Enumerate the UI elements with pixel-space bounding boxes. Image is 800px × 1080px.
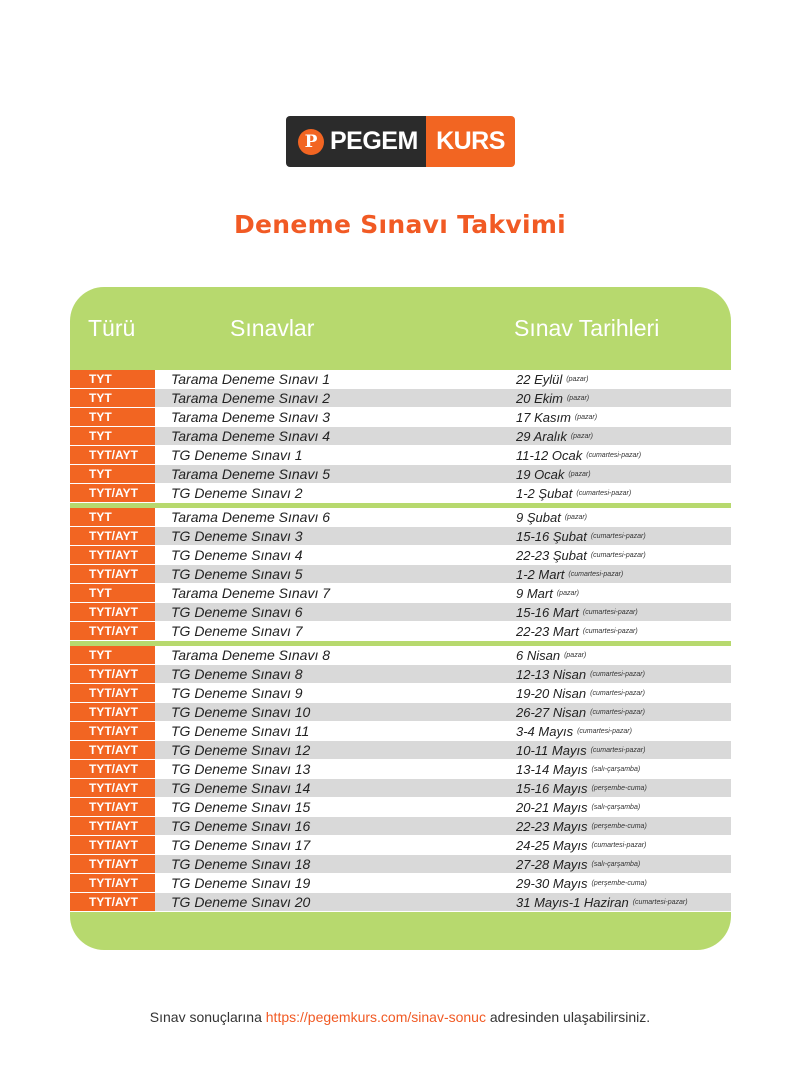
exam-name-cell: TG Deneme Sınavı 5 xyxy=(155,565,500,583)
table-row xyxy=(70,779,731,798)
table-row xyxy=(70,446,731,465)
exam-name-cell: TG Deneme Sınavı 2 xyxy=(155,484,500,502)
exam-date: 1-2 Mart xyxy=(516,566,565,582)
exam-type-cell: TYT/AYT xyxy=(70,484,155,502)
exam-days: (cumartesi-pazar) xyxy=(590,551,646,559)
exam-name-cell: Tarama Deneme Sınavı 8 xyxy=(155,646,500,664)
exam-date: 15-16 Mart xyxy=(516,604,579,620)
exam-type-cell: TYT/AYT xyxy=(70,722,155,740)
exam-days: (cumartesi-pazar) xyxy=(576,489,632,497)
results-link[interactable]: https://pegemkurs.com/sinav-sonuc xyxy=(265,1009,486,1025)
table-row xyxy=(70,646,731,665)
exam-name-cell: Tarama Deneme Sınavı 4 xyxy=(155,427,500,445)
exam-days: (cumartesi-pazar) xyxy=(577,727,632,735)
exam-type-cell: TYT/AYT xyxy=(70,603,155,621)
exam-type-cell: TYT/AYT xyxy=(70,779,155,797)
exam-date: 17 Kasım xyxy=(516,409,571,425)
exam-date: 11-12 Ocak xyxy=(516,447,583,463)
exam-type-cell: TYT xyxy=(70,508,155,526)
exam-name-cell: TG Deneme Sınavı 17 xyxy=(155,836,500,854)
exam-date-cell xyxy=(500,584,731,602)
exam-days: (cumartesi-pazar) xyxy=(590,746,646,754)
exam-days: (perşembe-cuma) xyxy=(591,822,647,830)
table-row xyxy=(70,760,731,779)
exam-date-cell xyxy=(500,427,731,445)
table-row xyxy=(70,584,731,603)
exam-name-cell: TG Deneme Sınavı 11 xyxy=(155,722,500,740)
exam-type-cell: TYT xyxy=(70,370,155,388)
exam-name-cell: Tarama Deneme Sınavı 1 xyxy=(155,370,500,388)
footer-text-after: adresinden ulaşabilirsiniz. xyxy=(485,1009,651,1025)
table-row xyxy=(70,508,731,527)
exam-date: 10-11 Mayıs xyxy=(516,742,587,758)
exam-days: (pazar) xyxy=(564,651,587,659)
logo-text-kurs: KURS xyxy=(436,127,505,155)
exam-days: (cumartesi-pazar) xyxy=(586,451,642,459)
exam-name-cell: TG Deneme Sınavı 3 xyxy=(155,527,500,545)
exam-name-cell: TG Deneme Sınavı 13 xyxy=(155,760,500,778)
exam-date-cell xyxy=(500,855,731,873)
logo-text-pegem: PEGEM xyxy=(330,127,418,155)
exam-date-cell xyxy=(500,389,731,407)
exam-type-cell: TYT/AYT xyxy=(70,622,155,640)
exam-name-cell: TG Deneme Sınavı 1 xyxy=(155,446,500,464)
exam-date: 26-27 Nisan xyxy=(516,704,587,720)
exam-date: 6 Nisan xyxy=(516,647,561,663)
exam-days: (pazar) xyxy=(568,470,591,478)
table-row xyxy=(70,565,731,584)
exam-date-cell xyxy=(500,741,731,759)
exam-date: 13-14 Mayıs xyxy=(516,761,588,777)
table-row xyxy=(70,427,731,446)
table-row xyxy=(70,893,731,912)
table-row xyxy=(70,389,731,408)
exam-type-cell: TYT/AYT xyxy=(70,446,155,464)
exam-days: (salı-çarşamba) xyxy=(591,860,641,868)
exam-name-cell: TG Deneme Sınavı 4 xyxy=(155,546,500,564)
pegem-kurs-logo xyxy=(286,116,515,167)
exam-days: (cumartesi-pazar) xyxy=(582,627,638,635)
exam-type-cell: TYT/AYT xyxy=(70,684,155,702)
exam-days: (pazar) xyxy=(574,413,598,421)
table-row xyxy=(70,546,731,565)
table-row xyxy=(70,874,731,893)
exam-date: 29-30 Mayıs xyxy=(516,875,588,891)
exam-date: 1-2 Şubat xyxy=(516,485,573,501)
exam-type-cell: TYT/AYT xyxy=(70,527,155,545)
exam-date: 29 Aralık xyxy=(516,428,567,444)
table-row xyxy=(70,665,731,684)
exam-date-cell xyxy=(500,446,731,464)
exam-days: (pazar) xyxy=(566,375,589,383)
exam-days: (cumartesi-pazar) xyxy=(590,532,646,540)
exam-type-cell: TYT xyxy=(70,389,155,407)
exam-days: (cumartesi-pazar) xyxy=(590,689,645,697)
exam-date: 22-23 Şubat xyxy=(516,547,587,563)
table-row xyxy=(70,484,731,503)
exam-type-cell: TYT/AYT xyxy=(70,546,155,564)
exam-date-cell xyxy=(500,684,731,702)
exam-days: (salı-çarşamba) xyxy=(591,803,641,811)
exam-name-cell: TG Deneme Sınavı 16 xyxy=(155,817,500,835)
schedule-table xyxy=(70,370,731,912)
exam-type-cell: TYT/AYT xyxy=(70,874,155,892)
exam-days: (cumartesi-pazar) xyxy=(591,841,647,849)
exam-name-cell: Tarama Deneme Sınavı 7 xyxy=(155,584,500,602)
exam-date-cell xyxy=(500,603,731,621)
table-row xyxy=(70,798,731,817)
exam-date: 20 Ekim xyxy=(516,390,563,406)
exam-name-cell: TG Deneme Sınavı 12 xyxy=(155,741,500,759)
exam-date: 27-28 Mayıs xyxy=(516,856,588,872)
exam-date: 19 Ocak xyxy=(516,466,565,482)
exam-date-cell xyxy=(500,646,731,664)
exam-date-cell xyxy=(500,874,731,892)
exam-date-cell xyxy=(500,527,731,545)
exam-date: 3-4 Mayıs xyxy=(516,723,574,739)
exam-date-cell xyxy=(500,622,731,640)
exam-days: (pazar) xyxy=(566,394,590,402)
exam-date: 24-25 Mayıs xyxy=(516,837,588,853)
footer-note xyxy=(0,1009,800,1025)
exam-name-cell: TG Deneme Sınavı 14 xyxy=(155,779,500,797)
exam-name-cell: TG Deneme Sınavı 10 xyxy=(155,703,500,721)
exam-type-cell: TYT xyxy=(70,646,155,664)
exam-date: 22-23 Mart xyxy=(516,623,579,639)
exam-days: (cumartesi-pazar) xyxy=(632,898,688,906)
table-row xyxy=(70,465,731,484)
header-date: Sınav Tarihleri xyxy=(514,315,660,341)
logo-p-icon: P xyxy=(298,129,324,155)
exam-name-cell: TG Deneme Sınavı 6 xyxy=(155,603,500,621)
table-row xyxy=(70,741,731,760)
exam-date: 9 Şubat xyxy=(516,509,561,525)
table-row xyxy=(70,684,731,703)
exam-date-cell xyxy=(500,484,731,502)
exam-type-cell: TYT xyxy=(70,584,155,602)
exam-days: (cumartesi-pazar) xyxy=(590,708,645,716)
exam-name-cell: Tarama Deneme Sınavı 6 xyxy=(155,508,500,526)
exam-days: (pazar) xyxy=(564,513,588,521)
exam-type-cell: TYT/AYT xyxy=(70,565,155,583)
exam-date-cell xyxy=(500,565,731,583)
exam-date-cell xyxy=(500,665,731,683)
header-type: Türü xyxy=(88,315,136,341)
exam-date-cell xyxy=(500,370,731,388)
exam-date: 9 Mart xyxy=(516,585,553,601)
table-row xyxy=(70,817,731,836)
page-title: Deneme Sınavı Takvimi xyxy=(233,210,567,239)
exam-date-cell xyxy=(500,408,731,426)
exam-date-cell xyxy=(500,836,731,854)
table-row xyxy=(70,603,731,622)
exam-date-cell xyxy=(500,817,731,835)
exam-type-cell: TYT/AYT xyxy=(70,855,155,873)
logo-dark-part xyxy=(286,116,426,167)
exam-date-cell xyxy=(500,722,731,740)
exam-date-cell xyxy=(500,546,731,564)
exam-days: (pazar) xyxy=(570,432,594,440)
exam-date: 15-16 Mayıs xyxy=(516,780,588,796)
exam-date: 20-21 Mayıs xyxy=(516,799,588,815)
exam-date: 31 Mayıs-1 Haziran xyxy=(516,894,629,910)
exam-type-cell: TYT/AYT xyxy=(70,798,155,816)
exam-date: 15-16 Şubat xyxy=(516,528,587,544)
exam-type-cell: TYT xyxy=(70,465,155,483)
exam-name-cell: TG Deneme Sınavı 15 xyxy=(155,798,500,816)
exam-type-cell: TYT/AYT xyxy=(70,893,155,911)
table-row xyxy=(70,370,731,389)
exam-days: (cumartesi-pazar) xyxy=(590,670,645,678)
exam-date-cell xyxy=(500,760,731,778)
exam-date: 19-20 Nisan xyxy=(516,685,587,701)
exam-type-cell: TYT/AYT xyxy=(70,703,155,721)
exam-date-cell xyxy=(500,465,731,483)
exam-name-cell: TG Deneme Sınavı 18 xyxy=(155,855,500,873)
header-exam: Sınavlar xyxy=(230,315,315,341)
table-row xyxy=(70,408,731,427)
logo-orange-part xyxy=(426,116,515,167)
exam-days: (pazar) xyxy=(556,589,580,597)
table-row xyxy=(70,622,731,641)
exam-days: (perşembe-cuma) xyxy=(591,879,647,887)
table-row xyxy=(70,527,731,546)
table-row xyxy=(70,836,731,855)
exam-name-cell: Tarama Deneme Sınavı 5 xyxy=(155,465,500,483)
exam-date: 12-13 Nisan xyxy=(516,666,587,682)
exam-name-cell: TG Deneme Sınavı 7 xyxy=(155,622,500,640)
exam-date: 22 Eylül xyxy=(516,371,563,387)
exam-type-cell: TYT/AYT xyxy=(70,665,155,683)
exam-name-cell: TG Deneme Sınavı 9 xyxy=(155,684,500,702)
exam-date: 22-23 Mayıs xyxy=(516,818,588,834)
exam-name-cell: Tarama Deneme Sınavı 2 xyxy=(155,389,500,407)
exam-name-cell: TG Deneme Sınavı 20 xyxy=(155,893,500,911)
exam-days: (salı-çarşamba) xyxy=(591,765,641,773)
exam-type-cell: TYT/AYT xyxy=(70,836,155,854)
exam-type-cell: TYT/AYT xyxy=(70,741,155,759)
exam-name-cell: TG Deneme Sınavı 8 xyxy=(155,665,500,683)
exam-type-cell: TYT xyxy=(70,408,155,426)
exam-type-cell: TYT xyxy=(70,427,155,445)
exam-date-cell xyxy=(500,508,731,526)
exam-name-cell: TG Deneme Sınavı 19 xyxy=(155,874,500,892)
exam-type-cell: TYT/AYT xyxy=(70,760,155,778)
exam-days: (cumartesi-pazar) xyxy=(568,570,624,578)
table-row xyxy=(70,722,731,741)
exam-date-cell xyxy=(500,779,731,797)
footer-text-before: Sınav sonuçlarına xyxy=(149,1009,266,1025)
exam-date-cell xyxy=(500,703,731,721)
table-row xyxy=(70,703,731,722)
table-row xyxy=(70,855,731,874)
exam-days: (perşembe-cuma) xyxy=(591,784,647,792)
exam-days: (cumartesi-pazar) xyxy=(582,608,638,616)
exam-date-cell xyxy=(500,798,731,816)
exam-date-cell xyxy=(500,893,731,911)
exam-type-cell: TYT/AYT xyxy=(70,817,155,835)
exam-name-cell: Tarama Deneme Sınavı 3 xyxy=(155,408,500,426)
